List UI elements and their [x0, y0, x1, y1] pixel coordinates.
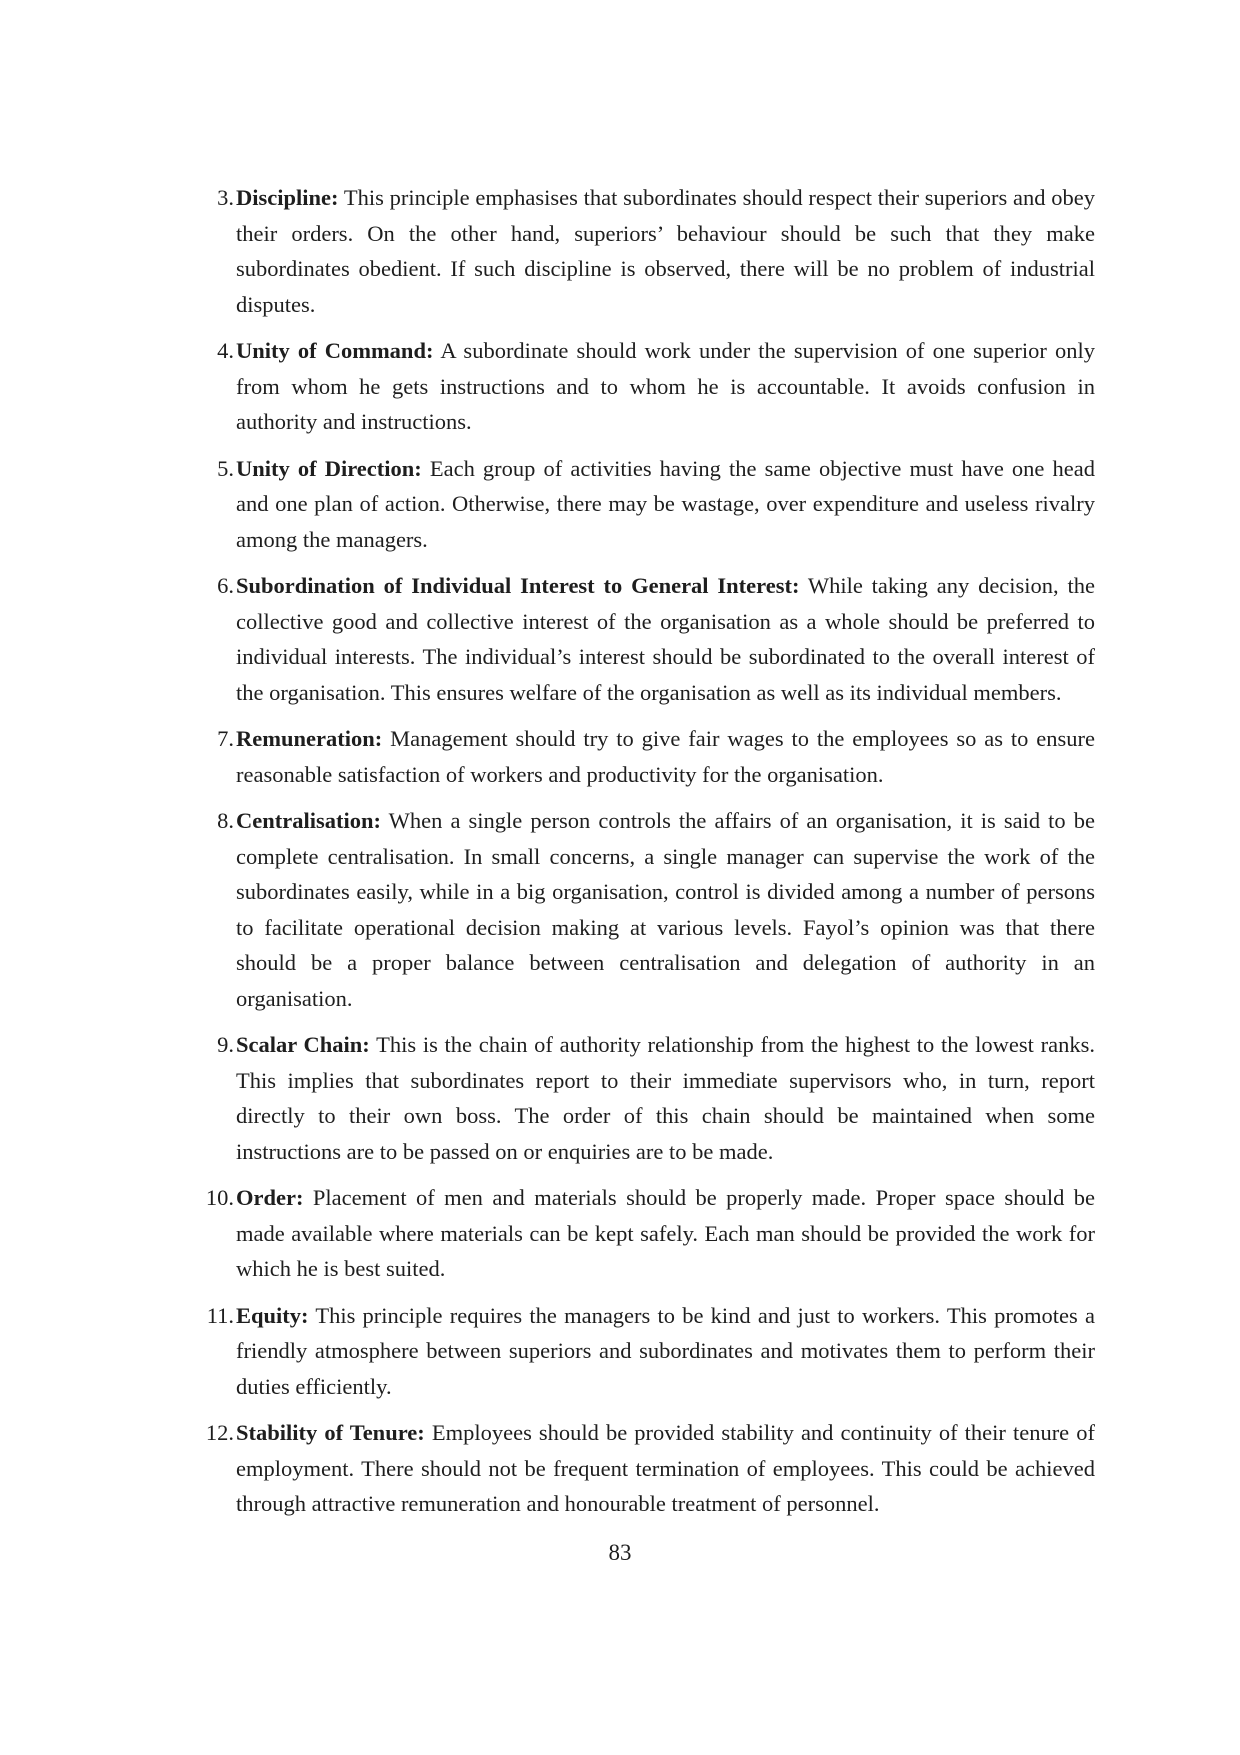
item-body — [236, 568, 1095, 710]
item-term: Stability of Tenure: — [236, 1420, 425, 1445]
item-body — [236, 180, 1095, 322]
list-item — [170, 568, 1095, 710]
item-text: When a single person controls the affairs of an organisation, it is said to be complete centralisation. In small concerns, a single manager can supervise the work of the subordinates easily, while in a big organisation, control is divided among a number of persons to facilitate operational decision making at various levels. Fayol’s opinion was that there should be a proper balance between centralisation and delegation of authority in an organisation. — [236, 808, 1095, 1011]
item-text: Placement of men and materials should be properly made. Proper space should be made available where materials can be kept safely. Each man should be provided the work for which he is best suited. — [236, 1185, 1095, 1281]
item-number: 5. — [217, 455, 234, 481]
item-text: Employees should be provided stability and continuity of their tenure of employment. There should not be frequent termination of employees. This could be achieved through attractive remuneration and honourable treatment of personnel. — [236, 1420, 1095, 1516]
item-number: 10. — [205, 1185, 234, 1210]
list-item — [170, 451, 1095, 558]
item-number: 7. — [217, 726, 234, 751]
item-body — [236, 1415, 1095, 1522]
item-body — [236, 721, 1095, 792]
item-term: Discipline: — [236, 185, 339, 210]
list-item — [170, 721, 1095, 792]
list-item — [170, 803, 1095, 1016]
item-text: A subordinate should work under the supervision of one superior only from whom he gets instructions and to whom he is accountable. It avoids confusion in authority and instructions. — [236, 338, 1095, 434]
item-term: Unity of Command: — [236, 338, 434, 363]
item-number: 9. — [217, 1032, 234, 1057]
item-term: Centralisation: — [236, 808, 381, 833]
item-number: 6. — [217, 573, 234, 598]
item-body — [236, 1298, 1095, 1405]
item-term: Scalar Chain: — [236, 1032, 370, 1057]
item-term: Remuneration: — [236, 726, 383, 751]
item-number: 4. — [217, 338, 234, 363]
list-item — [170, 1180, 1095, 1287]
list-item — [170, 1415, 1095, 1522]
item-body — [236, 451, 1095, 558]
item-number: 3. — [217, 185, 234, 210]
item-number: 8. — [217, 808, 234, 833]
item-text: Management should try to give fair wages to the employees so as to ensure reasonable satisfaction of workers and productivity for the organisation. — [236, 726, 1095, 787]
item-text: This principle emphasises that subordinates should respect their superiors and obey their orders. On the other hand, superiors’ behaviour should be such that they make subordinates obedient. If such discipline is observed, there will be no problem of industrial disputes. — [236, 185, 1095, 317]
item-term: Order: — [236, 1185, 304, 1210]
item-term: Subordination of Individual Interest to General Interest: — [236, 573, 800, 598]
item-body — [236, 1027, 1095, 1169]
list-item — [170, 180, 1095, 322]
item-text: This principle requires the managers to be kind and just to workers. This promotes a friendly atmosphere between superiors and subordinates and motivates them to perform their duties efficiently. — [236, 1302, 1095, 1399]
list-item — [170, 1027, 1095, 1169]
item-text: This is the chain of authority relationship from the highest to the lowest ranks. This implies that subordinates report to their immediate supervisors who, in turn, report directly to their own boss. The order of this chain should be maintained when some instructions are to be passed on or enquiries are to be made. — [236, 1032, 1095, 1164]
item-term: Unity of Direction: — [236, 455, 422, 481]
item-number: 11. — [206, 1302, 234, 1328]
list-item — [170, 333, 1095, 440]
item-text: Each group of activities having the same objective must have one head and one plan of action. Otherwise, there may be wastage, over expenditure and useless rivalry among the managers. — [236, 455, 1095, 552]
item-body — [236, 803, 1095, 1016]
page-number: 83 — [608, 1540, 632, 1565]
item-text: While taking any decision, the collective good and collective interest of the organisation as a whole should be preferred to individual interests. The individual’s interest should be subordinated to the overall interest of the organisation. This ensures welfare of the organisation as well as its individual members. — [236, 573, 1095, 705]
item-body — [236, 1180, 1095, 1287]
list-item — [170, 1298, 1095, 1405]
principles-list — [170, 180, 1095, 1533]
item-term: Equity: — [236, 1302, 309, 1328]
item-body — [236, 333, 1095, 440]
item-number: 12. — [205, 1420, 234, 1445]
